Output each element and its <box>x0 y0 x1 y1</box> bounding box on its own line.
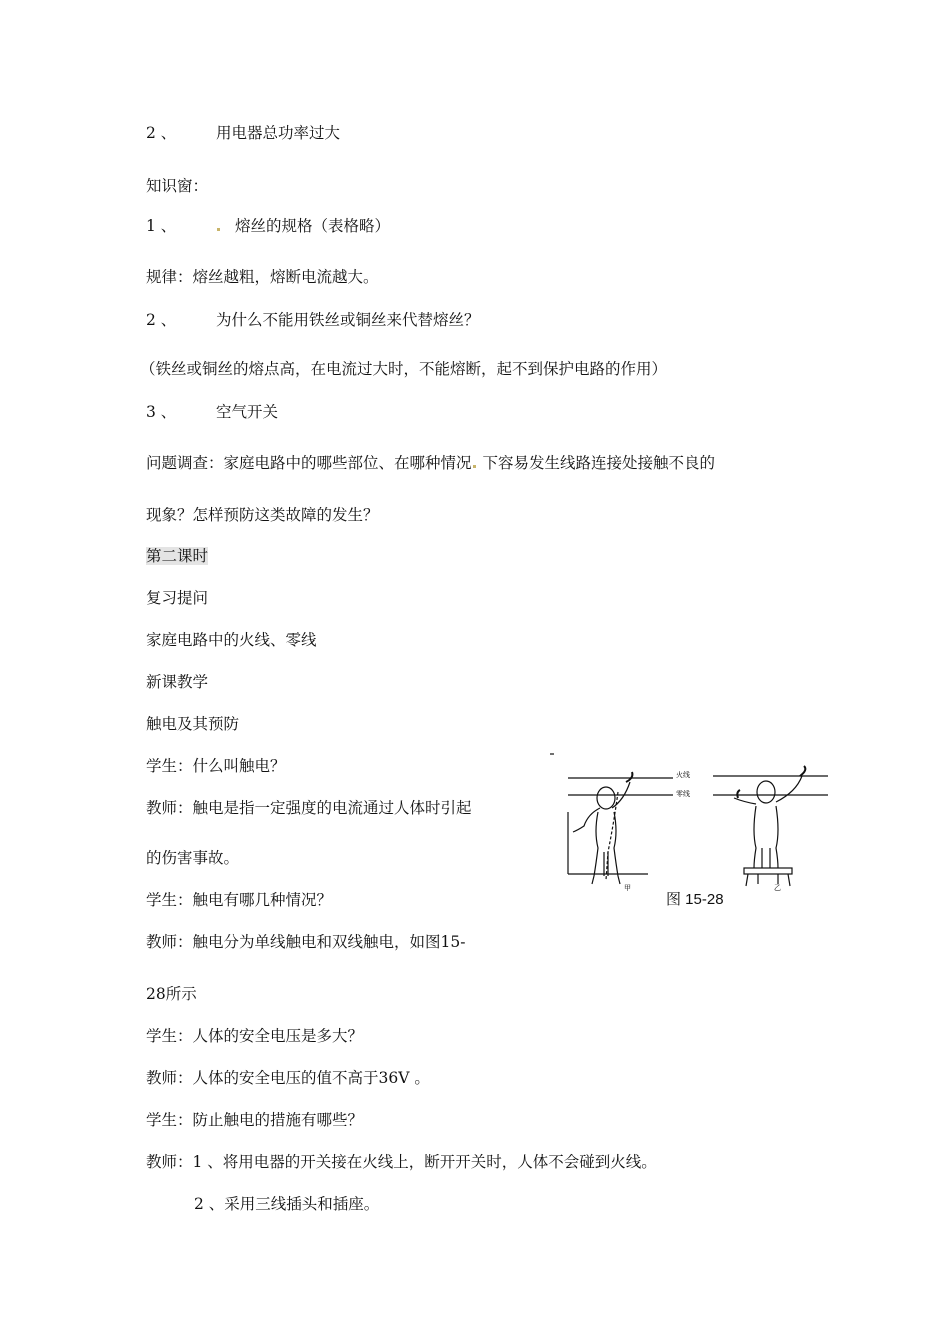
item-text: 空气开关 <box>216 403 279 421</box>
neutral-wire-label: 零线 <box>676 791 690 798</box>
item-number: 3 、 <box>146 403 177 421</box>
double-wire-shock-figure <box>734 766 805 886</box>
line-3 <box>146 216 390 236</box>
single-wire-shock-figure <box>568 772 648 884</box>
dialog-line: 学生：触电有哪几种情况？ <box>146 891 333 909</box>
line-5 <box>146 310 480 330</box>
dialog-line: 学生：防止触电的措施有哪些？ <box>146 1111 364 1129</box>
item-text: 用电器总功率过大 <box>216 124 341 142</box>
lesson-heading <box>146 546 208 566</box>
marker-dot-icon <box>217 228 220 231</box>
line-7 <box>146 402 278 422</box>
dialog-line: 的伤害事故。 <box>146 849 240 867</box>
live-wire-label: 火线 <box>676 772 690 779</box>
dialog-line: 2 、采用三线插头和插座。 <box>194 1195 380 1213</box>
rule-line: 规律：熔丝越粗，熔断电流越大。 <box>146 268 379 286</box>
right-figure-label: 乙 <box>774 885 781 892</box>
topic-heading: 触电及其预防 <box>146 715 240 733</box>
marker-dot-icon <box>473 465 476 468</box>
left-figure-label: 甲 <box>624 885 631 892</box>
figure-illustration <box>548 752 840 902</box>
new-lesson-heading: 新课教学 <box>146 673 209 691</box>
review-topic: 家庭电路中的火线、零线 <box>146 631 317 649</box>
survey-text-b: 下容易发生线路连接处接触不良的 <box>482 454 716 472</box>
knowledge-window-heading: 知识窗： <box>146 177 209 195</box>
item-number: 2 、 <box>146 311 177 329</box>
explanation-line: （铁丝或铜丝的熔点高，在电流过大时，不能熔断，起不到保护电路的作用） <box>140 360 668 378</box>
lesson-heading-text: 第二课时 <box>146 547 209 565</box>
review-heading: 复习提问 <box>146 589 209 607</box>
dialog-line: 教师：1 、将用电器的开关接在火线上，断开开关时，人体不会碰到火线。 <box>146 1153 657 1171</box>
dialog-line: 教师：人体的安全电压的值不高于36V 。 <box>146 1069 430 1087</box>
dialog-line: 学生：什么叫触电？ <box>146 757 286 775</box>
survey-text-a: 问题调查：家庭电路中的哪些部位、在哪种情况 <box>146 454 472 472</box>
dialog-line: 学生：人体的安全电压是多大？ <box>146 1027 364 1045</box>
dialog-line: 28所示 <box>146 985 197 1003</box>
dialog-line: 教师：触电是指一定强度的电流通过人体时引起 <box>146 799 472 817</box>
figure-caption: 图 15-28 <box>666 891 724 908</box>
item-text: 为什么不能用铁丝或铜丝来代替熔丝？ <box>216 311 480 329</box>
dialog-line: 教师：触电分为单线触电和双线触电，如图15- <box>146 933 466 951</box>
line-1 <box>146 123 340 143</box>
electric-shock-figure <box>548 752 840 902</box>
item-number: 2 、 <box>146 124 177 142</box>
survey-line-2: 现象？怎样预防这类故障的发生？ <box>146 506 379 524</box>
item-text: 熔丝的规格（表格略） <box>235 217 391 235</box>
survey-line <box>146 453 715 473</box>
item-number: 1 、 <box>146 217 177 235</box>
